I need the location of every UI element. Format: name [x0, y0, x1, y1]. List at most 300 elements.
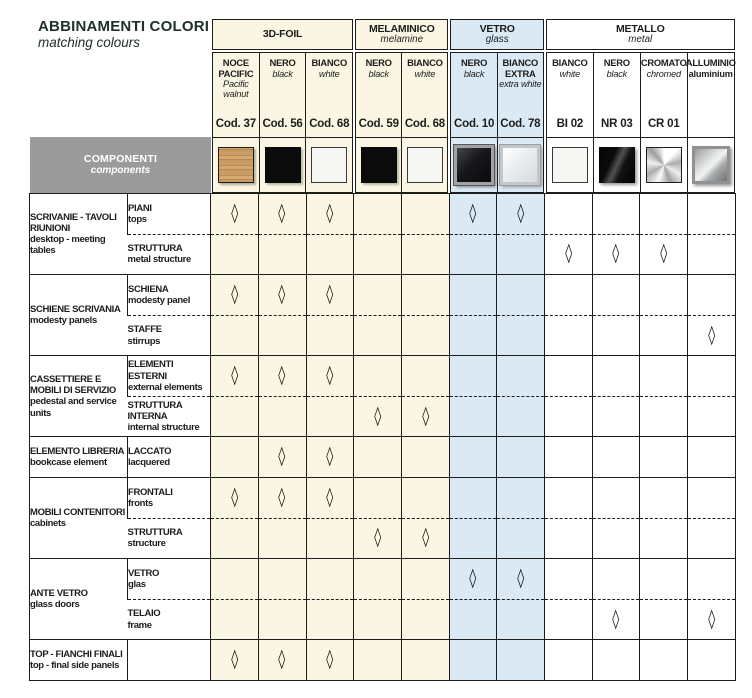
swatch-cell [305, 138, 352, 192]
match-cell [640, 437, 688, 478]
match-cell [354, 478, 402, 519]
diamond-mark: ◊ [278, 364, 286, 387]
matrix-row [30, 356, 736, 397]
match-cell [258, 518, 306, 559]
color-code: Cod. 56 [262, 118, 303, 131]
component-cell [128, 599, 211, 640]
color-column-header [640, 53, 687, 137]
match-cell [640, 396, 688, 437]
color-name: BIANCO [311, 57, 347, 68]
matrix-row [30, 640, 736, 681]
match-cell [449, 599, 497, 640]
diamond-mark: ◊ [326, 364, 334, 387]
diamond-mark: ◊ [326, 282, 334, 305]
match-cell [211, 396, 259, 437]
category-label: CASSETTIERE E MOBILI DI SERVIZIO [30, 373, 116, 397]
page-title-block [38, 18, 209, 51]
diamond-mark: ◊ [326, 485, 334, 508]
match-cell [211, 478, 259, 519]
diamond-mark: ◊ [469, 201, 477, 224]
component-cell [128, 559, 211, 600]
swatch-cells [356, 137, 447, 192]
match-cell [640, 275, 688, 316]
components-label: COMPONENTI [83, 152, 158, 165]
match-cell [211, 599, 259, 640]
match-cell [306, 599, 354, 640]
category-cell [30, 437, 128, 478]
category-label: TOP - FIANCHI FINALI [30, 648, 123, 660]
component-cell [128, 478, 211, 519]
match-cell [545, 518, 593, 559]
match-cell [640, 194, 688, 235]
match-cell [545, 234, 593, 275]
component-translation: internal structure [127, 422, 200, 434]
match-cell [401, 478, 449, 519]
color-code: CR 01 [647, 118, 680, 131]
match-cell [354, 559, 402, 600]
match-cell [354, 396, 402, 437]
color-translation: extra white [499, 79, 542, 90]
page-title: ABBINAMENTI COLORI [38, 18, 210, 35]
match-cell [306, 640, 354, 681]
match-cell [401, 194, 449, 235]
match-cell [592, 315, 640, 356]
diamond-mark: ◊ [326, 445, 334, 468]
component-translation: structure [127, 538, 166, 550]
match-cell [401, 356, 449, 397]
match-cell [545, 599, 593, 640]
diamond-mark: ◊ [612, 607, 620, 630]
column-group-label: 3D-FOIL [262, 27, 303, 40]
color-name: NERO [461, 57, 488, 68]
match-cell [401, 234, 449, 275]
column-group-label: METALLO [615, 22, 665, 35]
color-code: BI 02 [556, 118, 584, 131]
black-swatch [361, 147, 397, 183]
match-cell [306, 559, 354, 600]
white-swatch [552, 147, 588, 183]
match-cell [354, 518, 402, 559]
match-cell [211, 559, 259, 600]
match-cell [545, 396, 593, 437]
color-code: Cod. 59 [358, 118, 399, 131]
color-name: BIANCO [407, 57, 443, 68]
matrix-row [30, 315, 736, 356]
color-name: NERO [269, 57, 296, 68]
component-translation: stirrups [127, 335, 161, 347]
match-cell [688, 518, 736, 559]
match-cell [592, 234, 640, 275]
matrix-row [30, 234, 736, 275]
match-cell [258, 194, 306, 235]
category-cell [30, 559, 128, 640]
color-column-header-row [211, 52, 736, 193]
color-code: Cod. 10 [454, 118, 495, 131]
matrix-row [30, 559, 736, 600]
color-column-header [497, 53, 543, 137]
match-cell [401, 437, 449, 478]
color-column-header [305, 53, 352, 137]
match-cell [497, 599, 545, 640]
diamond-mark: ◊ [421, 526, 429, 549]
white-swatch [407, 147, 443, 183]
match-cell [592, 518, 640, 559]
diamond-mark: ◊ [230, 364, 238, 387]
diamond-mark: ◊ [278, 201, 286, 224]
match-cell [354, 275, 402, 316]
match-cell [545, 559, 593, 600]
component-label: TELAIO [127, 608, 161, 620]
match-cell [258, 356, 306, 397]
diamond-mark: ◊ [708, 323, 716, 346]
match-cell [592, 478, 640, 519]
swatch-cell [640, 138, 687, 192]
diamond-mark: ◊ [326, 201, 334, 224]
match-cell [306, 194, 354, 235]
component-translation: metal structure [127, 254, 191, 266]
match-cell [545, 194, 593, 235]
color-group-block [450, 52, 543, 193]
color-header-cells [547, 53, 734, 137]
color-code: Cod. 37 [215, 118, 256, 131]
match-cell [449, 356, 497, 397]
match-cell [592, 356, 640, 397]
match-cell [211, 234, 259, 275]
component-translation: fronts [128, 497, 153, 509]
component-label: STRUTTURA INTERNA [127, 399, 183, 423]
match-cell [688, 356, 736, 397]
match-cell [640, 478, 688, 519]
match-cell [258, 478, 306, 519]
component-translation: modesty panel [128, 294, 191, 306]
swatch-cell [687, 138, 734, 192]
match-cell [640, 599, 688, 640]
match-cell [592, 396, 640, 437]
match-cell [211, 518, 259, 559]
match-cell [497, 234, 545, 275]
component-cell [128, 194, 211, 235]
color-column-header [451, 53, 496, 137]
match-cell [401, 599, 449, 640]
color-translation: chromed [646, 68, 681, 79]
diamond-mark: ◊ [230, 648, 238, 671]
match-cell [640, 234, 688, 275]
match-cell [306, 518, 354, 559]
component-cell [128, 356, 211, 397]
match-cell [545, 478, 593, 519]
column-group [355, 19, 448, 50]
diamond-mark: ◊ [230, 485, 238, 508]
match-cell [545, 356, 593, 397]
match-cell [640, 356, 688, 397]
black-swatch [265, 147, 301, 183]
match-cell [258, 234, 306, 275]
alu-swatch [692, 146, 730, 184]
color-code: NR 03 [601, 118, 633, 131]
color-translation: white [414, 68, 436, 79]
color-code: Cod. 68 [404, 118, 445, 131]
category-translation: cabinets [30, 518, 66, 530]
color-translation: Pacific walnut [223, 79, 249, 100]
match-cell [449, 234, 497, 275]
page-subtitle: matching colours [38, 35, 141, 51]
color-column-header [687, 53, 734, 137]
category-cell [30, 640, 128, 681]
match-cell [497, 478, 545, 519]
category-cell [30, 356, 128, 437]
swatch-cell [593, 138, 640, 192]
match-cell [688, 559, 736, 600]
color-header-cells [451, 53, 542, 137]
component-label: STRUTTURA [127, 243, 183, 255]
color-code: Cod. 78 [500, 118, 541, 131]
match-cell [401, 275, 449, 316]
matrix-row [30, 518, 736, 559]
match-cell [354, 194, 402, 235]
component-label: STAFFE [127, 324, 162, 336]
diamond-mark: ◊ [278, 445, 286, 468]
diamond-mark: ◊ [278, 648, 286, 671]
component-label: SCHIENA [128, 283, 169, 295]
component-label: FRONTALI [128, 486, 173, 498]
match-cell [354, 599, 402, 640]
match-cell [306, 315, 354, 356]
match-cell [497, 275, 545, 316]
color-translation: aluminium [688, 68, 733, 79]
match-cell [306, 478, 354, 519]
category-cell [30, 275, 128, 356]
color-column-header [356, 53, 401, 137]
match-cell [211, 640, 259, 681]
component-label: VETRO [128, 567, 160, 579]
diamond-mark: ◊ [660, 242, 668, 265]
match-cell [211, 275, 259, 316]
category-cell [30, 478, 128, 559]
match-cell [497, 640, 545, 681]
diamond-mark: ◊ [230, 282, 238, 305]
color-translation: black [463, 68, 485, 79]
glass-black-swatch [454, 145, 494, 185]
match-cell [354, 234, 402, 275]
match-cell [449, 640, 497, 681]
component-label: STRUTTURA [127, 527, 183, 539]
match-cell [354, 356, 402, 397]
diamond-mark: ◊ [564, 242, 572, 265]
match-cell [497, 559, 545, 600]
match-cell [306, 396, 354, 437]
match-cell [592, 275, 640, 316]
category-translation: desktop - meeting tables [30, 234, 106, 257]
category-label: ANTE VETRO [30, 588, 88, 600]
diamond-mark: ◊ [708, 607, 716, 630]
category-label: ELEMENTO LIBRERIA [30, 446, 125, 458]
match-cell [497, 194, 545, 235]
white-swatch [311, 147, 347, 183]
match-cell [258, 315, 306, 356]
category-translation: glass doors [30, 599, 80, 611]
match-cell [545, 275, 593, 316]
match-cell [545, 640, 593, 681]
match-cell [592, 194, 640, 235]
match-cell [258, 640, 306, 681]
matching-matrix [29, 193, 736, 681]
match-cell [258, 275, 306, 316]
match-cell [592, 640, 640, 681]
column-group-label: VETRO [479, 22, 515, 35]
components-header [30, 137, 211, 193]
match-cell [449, 315, 497, 356]
component-cell [128, 275, 211, 316]
match-cell [449, 437, 497, 478]
category-translation: bookcase element [30, 457, 107, 469]
match-cell [449, 559, 497, 600]
match-cell [354, 315, 402, 356]
color-translation: black [606, 68, 628, 79]
match-cell [688, 234, 736, 275]
matrix-row [30, 396, 736, 437]
match-cell [306, 275, 354, 316]
swatch-cell [259, 138, 306, 192]
swatch-cell [356, 138, 401, 192]
diamond-mark: ◊ [612, 242, 620, 265]
category-translation: pedestal and service units [30, 396, 117, 419]
color-translation: white [319, 68, 340, 79]
match-cell [592, 599, 640, 640]
color-name: BIANCO [552, 57, 588, 68]
color-group-block [355, 52, 448, 193]
component-cell [128, 518, 211, 559]
match-cell [592, 559, 640, 600]
component-cell [128, 315, 211, 356]
match-cell [449, 194, 497, 235]
swatch-cell [547, 138, 593, 192]
match-cell [258, 599, 306, 640]
diamond-mark: ◊ [326, 648, 334, 671]
column-group-translation: glass [485, 33, 509, 45]
component-translation: tops [128, 213, 147, 225]
match-cell [306, 234, 354, 275]
component-cell [128, 640, 211, 681]
match-cell [592, 437, 640, 478]
match-cell [688, 396, 736, 437]
diamond-mark: ◊ [517, 566, 525, 589]
chrome-swatch [646, 147, 682, 183]
match-cell [497, 396, 545, 437]
match-cell [640, 315, 688, 356]
category-label: MOBILI CONTENITORI [30, 506, 125, 518]
match-cell [688, 275, 736, 316]
match-cell [401, 559, 449, 600]
match-cell [449, 518, 497, 559]
match-cell [688, 478, 736, 519]
match-cell [688, 315, 736, 356]
diamond-mark: ◊ [230, 201, 238, 224]
component-translation: lacquered [128, 457, 170, 469]
component-cell [128, 234, 211, 275]
color-group-block [212, 52, 353, 193]
diamond-mark: ◊ [278, 485, 286, 508]
color-translation: black [272, 68, 293, 79]
match-cell [211, 194, 259, 235]
column-group [212, 19, 353, 50]
category-label: SCHIENE SCRIVANIA [30, 304, 121, 316]
column-group [546, 19, 735, 50]
color-name: NOCE PACIFIC [218, 57, 254, 79]
color-name: NERO [365, 57, 392, 68]
match-cell [640, 559, 688, 600]
color-translation: white [559, 68, 581, 79]
match-cell [401, 518, 449, 559]
color-header-cells [356, 53, 447, 137]
match-cell [258, 559, 306, 600]
diamond-mark: ◊ [374, 526, 382, 549]
match-cell [688, 194, 736, 235]
column-group [450, 19, 543, 50]
match-cell [449, 396, 497, 437]
color-column-header [213, 53, 259, 137]
match-cell [545, 315, 593, 356]
match-cell [211, 437, 259, 478]
match-cell [401, 396, 449, 437]
color-name: CROMATO [640, 57, 687, 68]
diamond-mark: ◊ [374, 404, 382, 427]
swatch-cell [213, 138, 259, 192]
match-cell [258, 437, 306, 478]
swatch-cells [547, 137, 734, 192]
matrix-row [30, 437, 736, 478]
metal-black-swatch [599, 147, 635, 183]
swatch-cells [451, 137, 542, 192]
column-group-label: MELAMINICO [368, 22, 435, 35]
column-group-translation: melamine [380, 33, 424, 45]
column-group-header-row [211, 19, 736, 50]
match-cell [640, 640, 688, 681]
match-cell [211, 356, 259, 397]
component-label: LACCATO [128, 446, 172, 458]
match-cell [306, 437, 354, 478]
diamond-mark: ◊ [517, 201, 525, 224]
glass-white-swatch [500, 145, 540, 185]
color-name: ALLUMINIO [685, 57, 736, 68]
match-cell [497, 315, 545, 356]
match-cell [449, 275, 497, 316]
match-cell [545, 437, 593, 478]
color-column-header [593, 53, 640, 137]
components-sublabel: components [90, 165, 151, 177]
component-translation: external elements [128, 381, 203, 393]
color-translation: black [368, 68, 389, 79]
match-cell [688, 640, 736, 681]
color-name: NERO [603, 57, 630, 68]
match-cell [306, 356, 354, 397]
match-cell [497, 356, 545, 397]
swatch-cell [401, 138, 447, 192]
diamond-mark: ◊ [469, 566, 477, 589]
color-group-block [546, 52, 735, 193]
component-translation: glas [128, 578, 146, 590]
diamond-mark: ◊ [278, 282, 286, 305]
category-translation: modesty panels [30, 315, 97, 327]
component-cell [128, 437, 211, 478]
diamond-mark: ◊ [421, 404, 429, 427]
match-cell [211, 315, 259, 356]
match-cell [640, 518, 688, 559]
column-group-translation: metal [628, 33, 653, 45]
match-cell [354, 640, 402, 681]
matrix-row [30, 194, 736, 235]
match-cell [497, 518, 545, 559]
category-cell [30, 194, 128, 275]
